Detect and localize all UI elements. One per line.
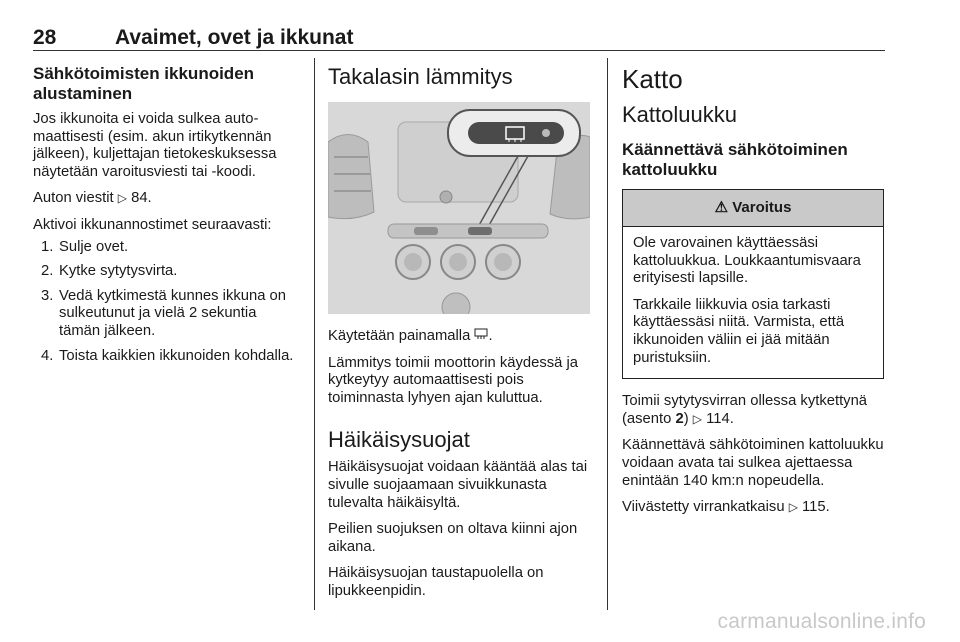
paragraph: Jos ikkunoita ei voida sulkea automaattisesti (esim. akun irtikytkennän jälkeen), kuljettajan tietokeskuksessa näytetään varoitusviesti tai -koodi. xyxy=(33,111,277,180)
paragraph: Häikäisysuojat voidaan kääntää alas tai sivulle suojaamaan sivuikkunasta tulevalta häikäisyltä. xyxy=(328,459,588,511)
section-heading-roof: Katto xyxy=(622,64,683,94)
paragraph-with-icon xyxy=(328,328,590,346)
paragraph-cross-ref xyxy=(33,190,299,208)
section-heading-sunroof: Kattoluukku xyxy=(622,102,737,127)
step-number: 2. xyxy=(41,263,54,280)
triangle-right-icon: ▷ xyxy=(788,500,798,515)
paragraph-text: Auton viestit xyxy=(33,190,114,207)
paragraph: Käännettävä sähkötoiminen kattoluukku voidaan avata tai sulkea ajettaessa enintään 140 km:n nopeudella. xyxy=(622,437,884,489)
paragraph-cross-ref xyxy=(622,393,884,428)
step-text: Kytke sytytysvirta. xyxy=(59,263,178,280)
dashboard-drawing xyxy=(328,102,590,314)
paragraph-cross-ref xyxy=(622,499,884,517)
column-1 xyxy=(33,64,299,372)
warning-title: Varoitus xyxy=(732,199,792,216)
steps-list xyxy=(33,239,299,366)
step-text: Toista kaikkien ikkunoiden kohdalla. xyxy=(59,347,294,364)
section-heading-sun-visors: Häikäisysuojat xyxy=(328,427,470,453)
warning-text: Ole varovainen käyttäessäsi kattoluukkua. Loukkaantumisvaara erityisesti lapsille. xyxy=(633,235,861,287)
step-number: 3. xyxy=(41,287,54,304)
warning-body xyxy=(623,227,883,378)
section-heading-tilting-sunroof: Käännettävä sähkötoiminen kattoluukku xyxy=(622,140,848,179)
column-3 xyxy=(622,64,884,526)
paragraph-text: Toimii sytytysvirran ollessa kytkettynä (asento xyxy=(622,393,868,427)
step-number: 1. xyxy=(41,238,54,255)
column-2 xyxy=(328,64,590,610)
column-divider-1 xyxy=(314,58,315,610)
warning-triangle-icon: ⚠ xyxy=(714,199,729,216)
chapter-title: Avaimet, ovet ja ikkunat xyxy=(115,26,354,49)
section-heading-window-init: Sähkötoimisten ikkunoiden alustaminen xyxy=(33,64,255,103)
dashboard-illustration xyxy=(328,102,590,314)
warning-header xyxy=(623,190,883,227)
rear-window-heating-icon xyxy=(474,328,488,344)
warning-text: Tarkkaile liikkuvia osia tarkasti käyttäessäsi niitä. Varmista, että ikkunoiden väliin ei jää mitään puristuksiin. xyxy=(633,296,845,366)
paragraph-text: Käytetään painamalla xyxy=(328,328,471,344)
paragraph: Häikäisysuojan taustapuolella on lipukkeenpidin. xyxy=(328,565,544,599)
page-reference[interactable]: 115. xyxy=(802,499,830,516)
position-number: 2 xyxy=(675,410,684,427)
triangle-right-icon: ▷ xyxy=(117,191,127,206)
paragraph: Lämmitys toimii moottorin käydessä ja kytkeytyy automaattisesti pois toiminnasta lyhyen ajan kuluttua. xyxy=(328,354,578,406)
page-reference[interactable]: 114. xyxy=(706,410,734,427)
paragraph-end: . xyxy=(488,328,493,344)
column-divider-2 xyxy=(607,58,608,610)
paragraph: Peilien suojuksen on oltava kiinni ajon aikana. xyxy=(328,521,578,555)
list-item xyxy=(33,263,299,281)
step-text: Vedä kytkimestä kunnes ikkuna on sulkeutunut ja vielä 2 sekuntia tämän jälkeen. xyxy=(59,287,287,339)
watermark: carmanualsonline.info xyxy=(717,610,926,633)
paragraph-text: ) xyxy=(683,410,689,427)
list-item xyxy=(33,288,299,341)
section-heading-rear-heating: Takalasin lämmitys xyxy=(328,64,513,89)
paragraph: Aktivoi ikkunannostimet seuraavasti: xyxy=(33,216,272,233)
page-number: 28 xyxy=(33,26,57,49)
paragraph-text: Viivästetty virrankatkaisu xyxy=(622,499,785,516)
step-number: 4. xyxy=(41,347,54,364)
page-header xyxy=(33,26,885,51)
step-text: Sulje ovet. xyxy=(59,238,129,255)
page-reference[interactable]: 84. xyxy=(131,190,152,207)
triangle-right-icon: ▷ xyxy=(692,411,703,426)
list-item xyxy=(33,239,299,257)
warning-box xyxy=(622,189,884,379)
list-item xyxy=(33,348,299,366)
